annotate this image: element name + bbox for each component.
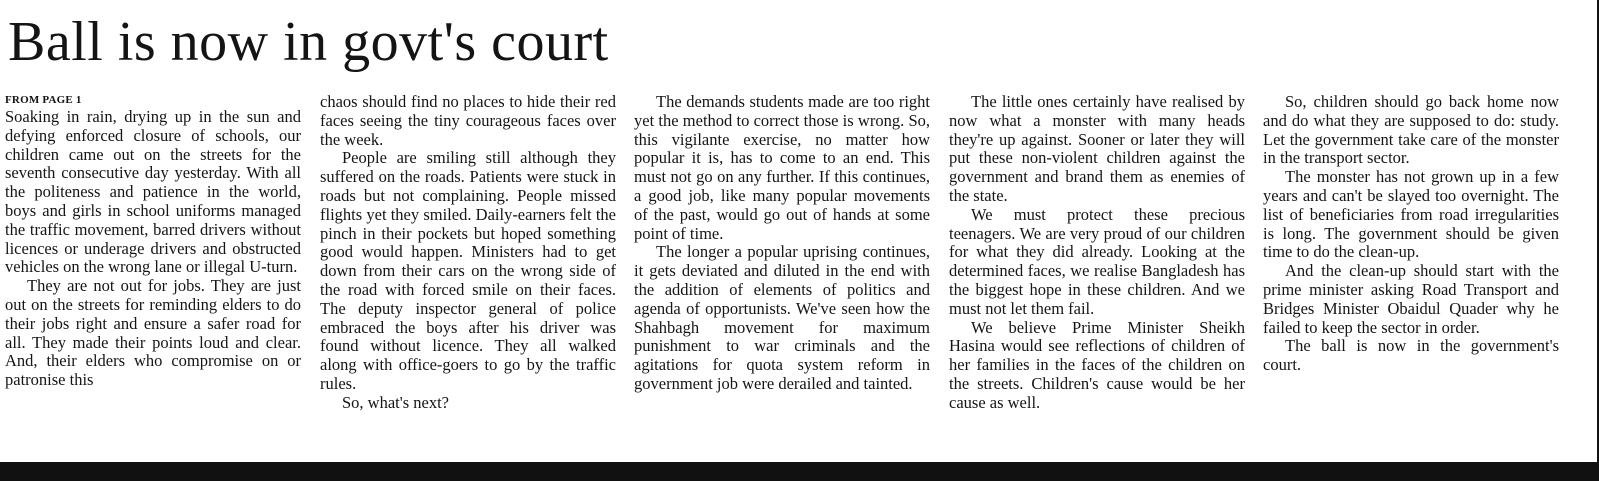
paragraph: The longer a popular uprising continues, it gets deviated and diluted in the end with the addition of elements of politics and agenda of opportunists. We've seen how the Shahbagh movement for maximum punishment to war criminals and the agitations for quota system reform in government job were derailed and tainted. <box>634 242 930 393</box>
page-bottom-rule <box>0 462 1599 481</box>
paragraph: We believe Prime Minister Sheikh Hasina would see reflections of children of her families in the faces of the children on the streets. Children's cause would be her cause as well. <box>949 317 1245 412</box>
paragraph: People are smiling still although they suffered on the roads. Patients were stuck in roads but not complaining. People missed flights yet they smiled. Daily-earners felt the pinch in their pockets but hoped something good would happen. Ministers had to get down from their cars on the wrong side of the road with forced smile on their faces. The deputy inspector general of police embraced the boys after his driver was found without licence. They all walked along with office-goers to go by the traffic rules. <box>320 148 616 393</box>
paragraph: So, children should go back home now and do what they are supposed to do: study. Let the government take care of the monster in the transport sector. <box>1263 92 1559 168</box>
article-headline: Ball is now in govt's court <box>8 11 609 73</box>
continued-from-label: FROM PAGE 1 <box>5 94 82 106</box>
article-column-5 <box>1263 93 1559 375</box>
article-column-4 <box>949 93 1245 413</box>
paragraph: They are not out for jobs. They are just out on the streets for reminding elders to do their jobs right and ensure a safer road for all. They made their points loud and clear. And, their elders who compromise on or patronise this <box>5 276 301 390</box>
paragraph: So, what's next? <box>342 392 450 412</box>
article-column-3 <box>634 93 930 394</box>
article-column-1 <box>5 93 301 390</box>
paragraph: We must protect these precious teenagers. We are very proud of our children for what they did already. Looking at the determined faces, we realise Bangladesh has the biggest hope in these children. And we must not let them fail. <box>949 204 1245 318</box>
paragraph: Soaking in rain, drying up in the sun and defying enforced closure of schools, our children came out on the streets for the seventh consecutive day yesterday. With all the politeness and patience in the world, boys and girls in school uniforms managed the traffic movement, barred drivers without licences or underage drivers and obstructed vehicles on the wrong lane or illegal U-turn. <box>5 107 301 277</box>
article-column-2 <box>320 93 616 413</box>
paragraph: chaos should find no places to hide their red faces seeing the tiny courageous faces over the week. <box>320 92 616 149</box>
paragraph: The ball is now in the government's court. <box>1263 336 1559 375</box>
paragraph: And the clean-up should start with the prime minister asking Road Transport and Bridges Minister Obaidul Quader why he failed to keep the sector in order. <box>1263 261 1559 337</box>
paragraph: The little ones certainly have realised by now what a monster with many heads they're up against. Sooner or later they will put these non-violent children against the government and brand them as enemies of the state. <box>949 92 1245 205</box>
paragraph: The demands students made are too right yet the method to correct those is wrong. So, this vigilante exercise, no matter how popular it is, has to come to an end. This must not go on any further. If this continues, a good job, like many popular movements of the past, would go out of hands at some point of time. <box>634 92 930 243</box>
paragraph: The monster has not grown up in a few years and can't be slayed too overnight. The list of beneficiaries from road irregularities is long. The government should be given time to do the clean-up. <box>1263 167 1559 262</box>
